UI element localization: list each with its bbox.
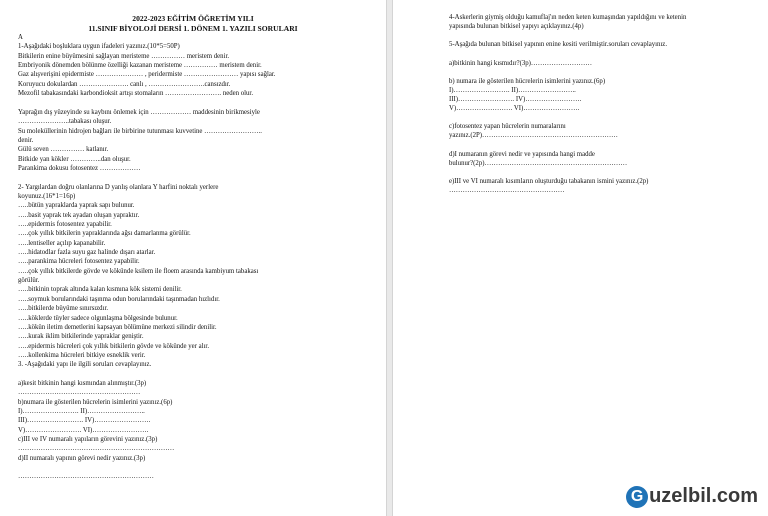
guzelbil-logo — [626, 485, 758, 508]
exam-text-line: Yaprağın dış yüzeyinde su kaybını önlemek için ……………… maddesinin birikmesiyle — [18, 108, 260, 116]
exam-text-line: d)I numaranın görevi nedir ve yapısında hangi madde — [449, 150, 595, 158]
exam-text-line: …………………………………………………………… — [18, 445, 175, 453]
exam-text-line: Parankima dokusu fotosentez ……………… — [18, 164, 141, 172]
logo-text: uzelbil.com — [649, 485, 758, 507]
exam-text-line: III)……………………. IV)……………………. — [18, 417, 151, 425]
exam-text-line: e)III ve VI numaralı kısımların oluşturduğu tabakanın ismini yazınız.(2p) — [449, 177, 649, 185]
exam-text-line: …..lentiseller açılıp kapanabilir. — [18, 239, 106, 247]
exam-text-line: Gaz alışverişini epidermiste ………………… , peridermiste …………………… yapısı sağlar. — [18, 71, 276, 79]
exam-text-line: Koruyucu dokulardan …………………. canlı , …………………….cansızdır. — [18, 80, 231, 88]
exam-text-line: 5-Aşağıda bulunan bitkisel yapının enine kesiti verilmiştir.soruları cevaplayınız. — [449, 41, 668, 49]
exam-text-line: yapısında bulunan bitkisel yapıyı açıklayınız.(4p) — [449, 23, 584, 31]
exam-text-line: b) numara ile gösterilen hücrelerin isimlerini yazınız.(6p) — [449, 77, 606, 85]
exam-text-line: d)II numaralı yapının görevi nedir yazınız.(3p) — [18, 454, 146, 462]
exam-text-line: 2- Yargılardan doğru olanlarına D yanlış olanlara Y harfini noktalı yerlere — [18, 183, 219, 191]
exam-text-line: …..parankima hücreleri fotosentez yapabilir. — [18, 258, 140, 266]
exam-text-line: …………………..tabakası oluşur. — [18, 118, 112, 126]
exam-text-line: …..bitkinin toprak altında kalan kısmına kök sistemi denilir. — [18, 286, 182, 294]
exam-text-line: koyunuz.(16*1=16p) — [18, 192, 76, 200]
exam-text-line: V)……………………. VI)……………………. — [449, 105, 580, 112]
exam-title-course: 11.SINIF BİYOLOJİ DERSİ 1. DÖNEM 1. YAZILI SORULARI — [88, 24, 298, 33]
exam-text-line: …..bitkilerde büyüme sınırsızdır. — [18, 305, 109, 313]
exam-text-line: A — [18, 34, 23, 41]
exam-text-line: Su moleküllerinin hidrojen bağları ile birbirine tutunması kuvvetine …………………….. — [18, 127, 262, 135]
exam-text-line: Mezofil tabakasındaki karbondioksit artışı stomaların ……………………. neden olur. — [18, 90, 254, 98]
exam-text-line: c)III ve IV numaralı yapıların görevini yazınız.(3p) — [18, 436, 158, 444]
exam-text-line: Bitkide yan kökler …………..dan oluşur. — [18, 155, 131, 163]
logo-g-icon: G — [626, 486, 648, 508]
exam-text-line: Gülü seven …………… katlanır. — [18, 146, 109, 154]
exam-text-line: görülür. — [18, 277, 40, 285]
exam-text-line: 1-Aşağıdaki boşluklara uygun ifadeleri yazınız.(10*5=50P) — [18, 43, 180, 51]
exam-text-line: …………………………………………… — [449, 186, 565, 194]
exam-text-line: …………………………………………………… — [18, 473, 154, 481]
exam-text-line: …..köklerde tüyler sadece olgunlaşma bölgesinde bulunur. — [18, 314, 178, 322]
exam-text-line: …..epidermis fotosentez yapabilir. — [18, 221, 112, 228]
exam-page-right — [392, 0, 768, 516]
exam-text-line: 4-Askerlerin giymiş olduğu kamuflaj'ın neden keten kumaşından yapıldığını ve ketenin — [449, 14, 687, 21]
exam-text-line: denir. — [18, 136, 34, 144]
exam-text-line: …..kökün iletim demetlerini kapsayan bölümüne merkezi silindir denilir. — [18, 323, 217, 331]
exam-text-line: …..bütün yapraklarda yaprak sapı bulunur. — [18, 202, 135, 210]
exam-text-line: …..çok yıllık bitkilerin yapraklarında ağsı damarlanma görülür. — [18, 230, 191, 238]
exam-text-line: c)fotosentez yapan hücrelerin numaralarını — [449, 123, 566, 131]
exam-text-line: …..soymuk borularındaki taşınma odun borularındaki taşınmadan hızlıdır. — [18, 295, 220, 303]
exam-text-line: …..hidatodlar fazla suyu gaz halinde dışarı atarlar. — [18, 249, 156, 257]
exam-text-line: I)……………………. II)…………………….. — [18, 408, 145, 415]
exam-text-line: 3. -Aşağıdaki yapı ile ilgili soruları cevaplayınız. — [18, 361, 152, 369]
exam-text-line: a)bitkinin hangi kısmıdır?(3p)……………………… — [449, 59, 593, 67]
exam-text-line: …..kurak iklim bitkilerinde yapraklar geniştir. — [18, 333, 144, 341]
exam-text-line: …..basit yaprak tek ayadan oluşan yapraktır. — [18, 211, 140, 219]
exam-text-line: ……………………………………………… — [18, 389, 141, 397]
exam-text-line: I)……………………. II)…………………….. — [449, 86, 576, 94]
exam-text-line: V)……………………. VI)……………………. — [18, 426, 149, 434]
exam-text-line: a)kesit bitkinin hangi kısmından alınmıştır.(3p) — [18, 379, 147, 387]
exam-text-line: III)……………………. IV)……………………. — [449, 95, 582, 103]
exam-text-line: Embriyonik dönemden bölünme özelliği kazanan meristeme …………… meristem denir. — [18, 62, 262, 70]
exam-text-line: yazınız.(2P)…………………………………………………… — [449, 132, 618, 140]
exam-text-line: b)numara ile gösterilen hücrelerin isimlerini yazınız.(6p) — [18, 398, 173, 406]
exam-text-line: …..çok yıllık bitkilerde gövde ve kökünde ksilem ile floem arasında kambiyum tabakası — [18, 267, 259, 275]
exam-text-line: bulunur?(2p)……………………………………………………… — [449, 159, 628, 167]
exam-text-line: …..epidermis hücreleri çok yıllık bitkilerin gövde ve kökünde yer alır. — [18, 342, 210, 350]
exam-title-year: 2022-2023 EĞİTİM ÖĞRETİM YILI — [132, 14, 254, 23]
exam-text-line: …..kollenkima hücreleri bitkiye esneklik verir. — [18, 351, 146, 359]
exam-text-line: Bitkilerin enine büyümesini sağlayan meristeme …………… meristem denir. — [18, 52, 230, 60]
